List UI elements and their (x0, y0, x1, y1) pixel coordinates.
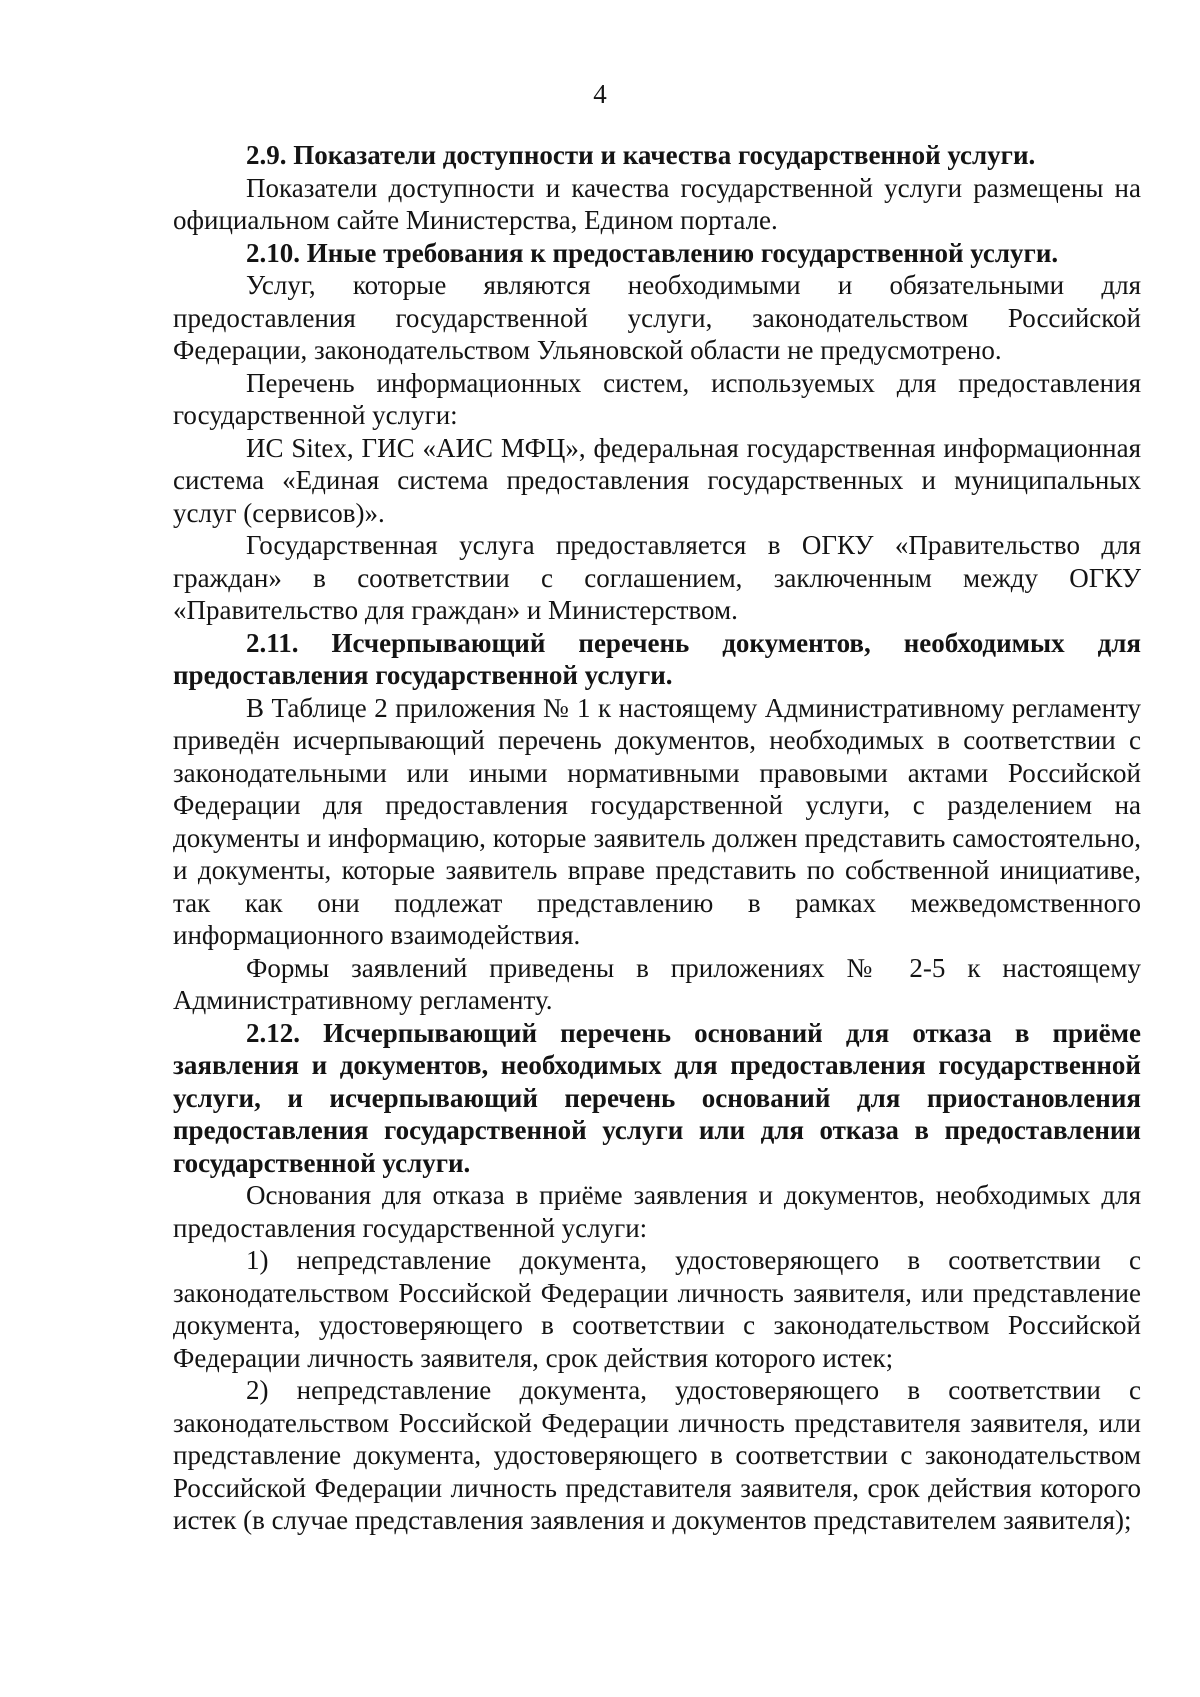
paragraph: Показатели доступности и качества государственной услуги размещены на официальном сайте Министерства, Едином портале. (173, 172, 1141, 235)
list-item-1: 1) непредставление документа, удостоверяющего в соответствии с законодательством Российской Федерации личность заявителя, или представление документа, удостоверяющего в соответствии с законодательством Российской Федерации личность заявителя, срок действия которого истек; (173, 1245, 1141, 1373)
paragraph: Государственная услуга предоставляется в ОГКУ «Правительство для граждан» в соответствии с соглашением, заключенным между ОГКУ «Правительство для граждан» и Министерством. (173, 530, 1141, 625)
page-number: 4 (593, 79, 607, 109)
section-heading-2-12: 2.12. Исчерпывающий перечень оснований для отказа в приёме заявления и документов, необходимых для предоставления государственной услуги, и исчерпывающий перечень оснований для приостановления предоставления государственной услуги или для отказа в предоставлении государственной услуги. (173, 1017, 1141, 1178)
list-item-2: 2) непредставление документа, удостоверяющего в соответствии с законодательством Российской Федерации личность представителя заявителя, или представление документа, удостоверяющего в соответствии с законодательством Российской Федерации личность представителя заявителя, срок действия которого истек (в случае представления заявления и документов представителем заявителя); (173, 1375, 1141, 1535)
paragraph: В Таблице 2 приложения № 1 к настоящему Административному регламенту приведён исчерпывающий перечень документов, необходимых в соответствии с законодательными или иными нормативными правовыми актами Российской Федерации для предоставления государственной услуги, с разделением на документы и информацию, которые заявитель должен представить самостоятельно, и документы, которые заявитель вправе представить по собственной инициативе, так как они подлежат представлению в рамках межведомственного информационного взаимодействия. (173, 692, 1141, 950)
paragraph: ИС Sitex, ГИС «АИС МФЦ», федеральная государственная информационная система «Единая система предоставления государственных и муниципальных услуг (сервисов)». (173, 432, 1141, 528)
document-body (173, 139, 1141, 1537)
paragraph: Перечень информационных систем, используемых для предоставления государственной услуги: (173, 367, 1141, 430)
section-heading-2-11: 2.11. Исчерпывающий перечень документов, необходимых для предоставления государственной услуги. (173, 627, 1141, 690)
section-heading-2-9: 2.9. Показатели доступности и качества государственной услуги. (246, 140, 1036, 170)
paragraph: Формы заявлений приведены в приложениях № 2-5 к настоящему Административному регламенту. (173, 952, 1141, 1015)
paragraph: Основания для отказа в приёме заявления и документов, необходимых для предоставления государственной услуги: (173, 1180, 1141, 1243)
section-heading-2-10: 2.10. Иные требования к предоставлению государственной услуги. (246, 237, 1059, 268)
paragraph: Услуг, которые являются необходимыми и обязательными для предоставления государственной услуги, законодательством Российской Федерации, законодательством Ульяновской области не предусмотрено. (173, 270, 1141, 365)
